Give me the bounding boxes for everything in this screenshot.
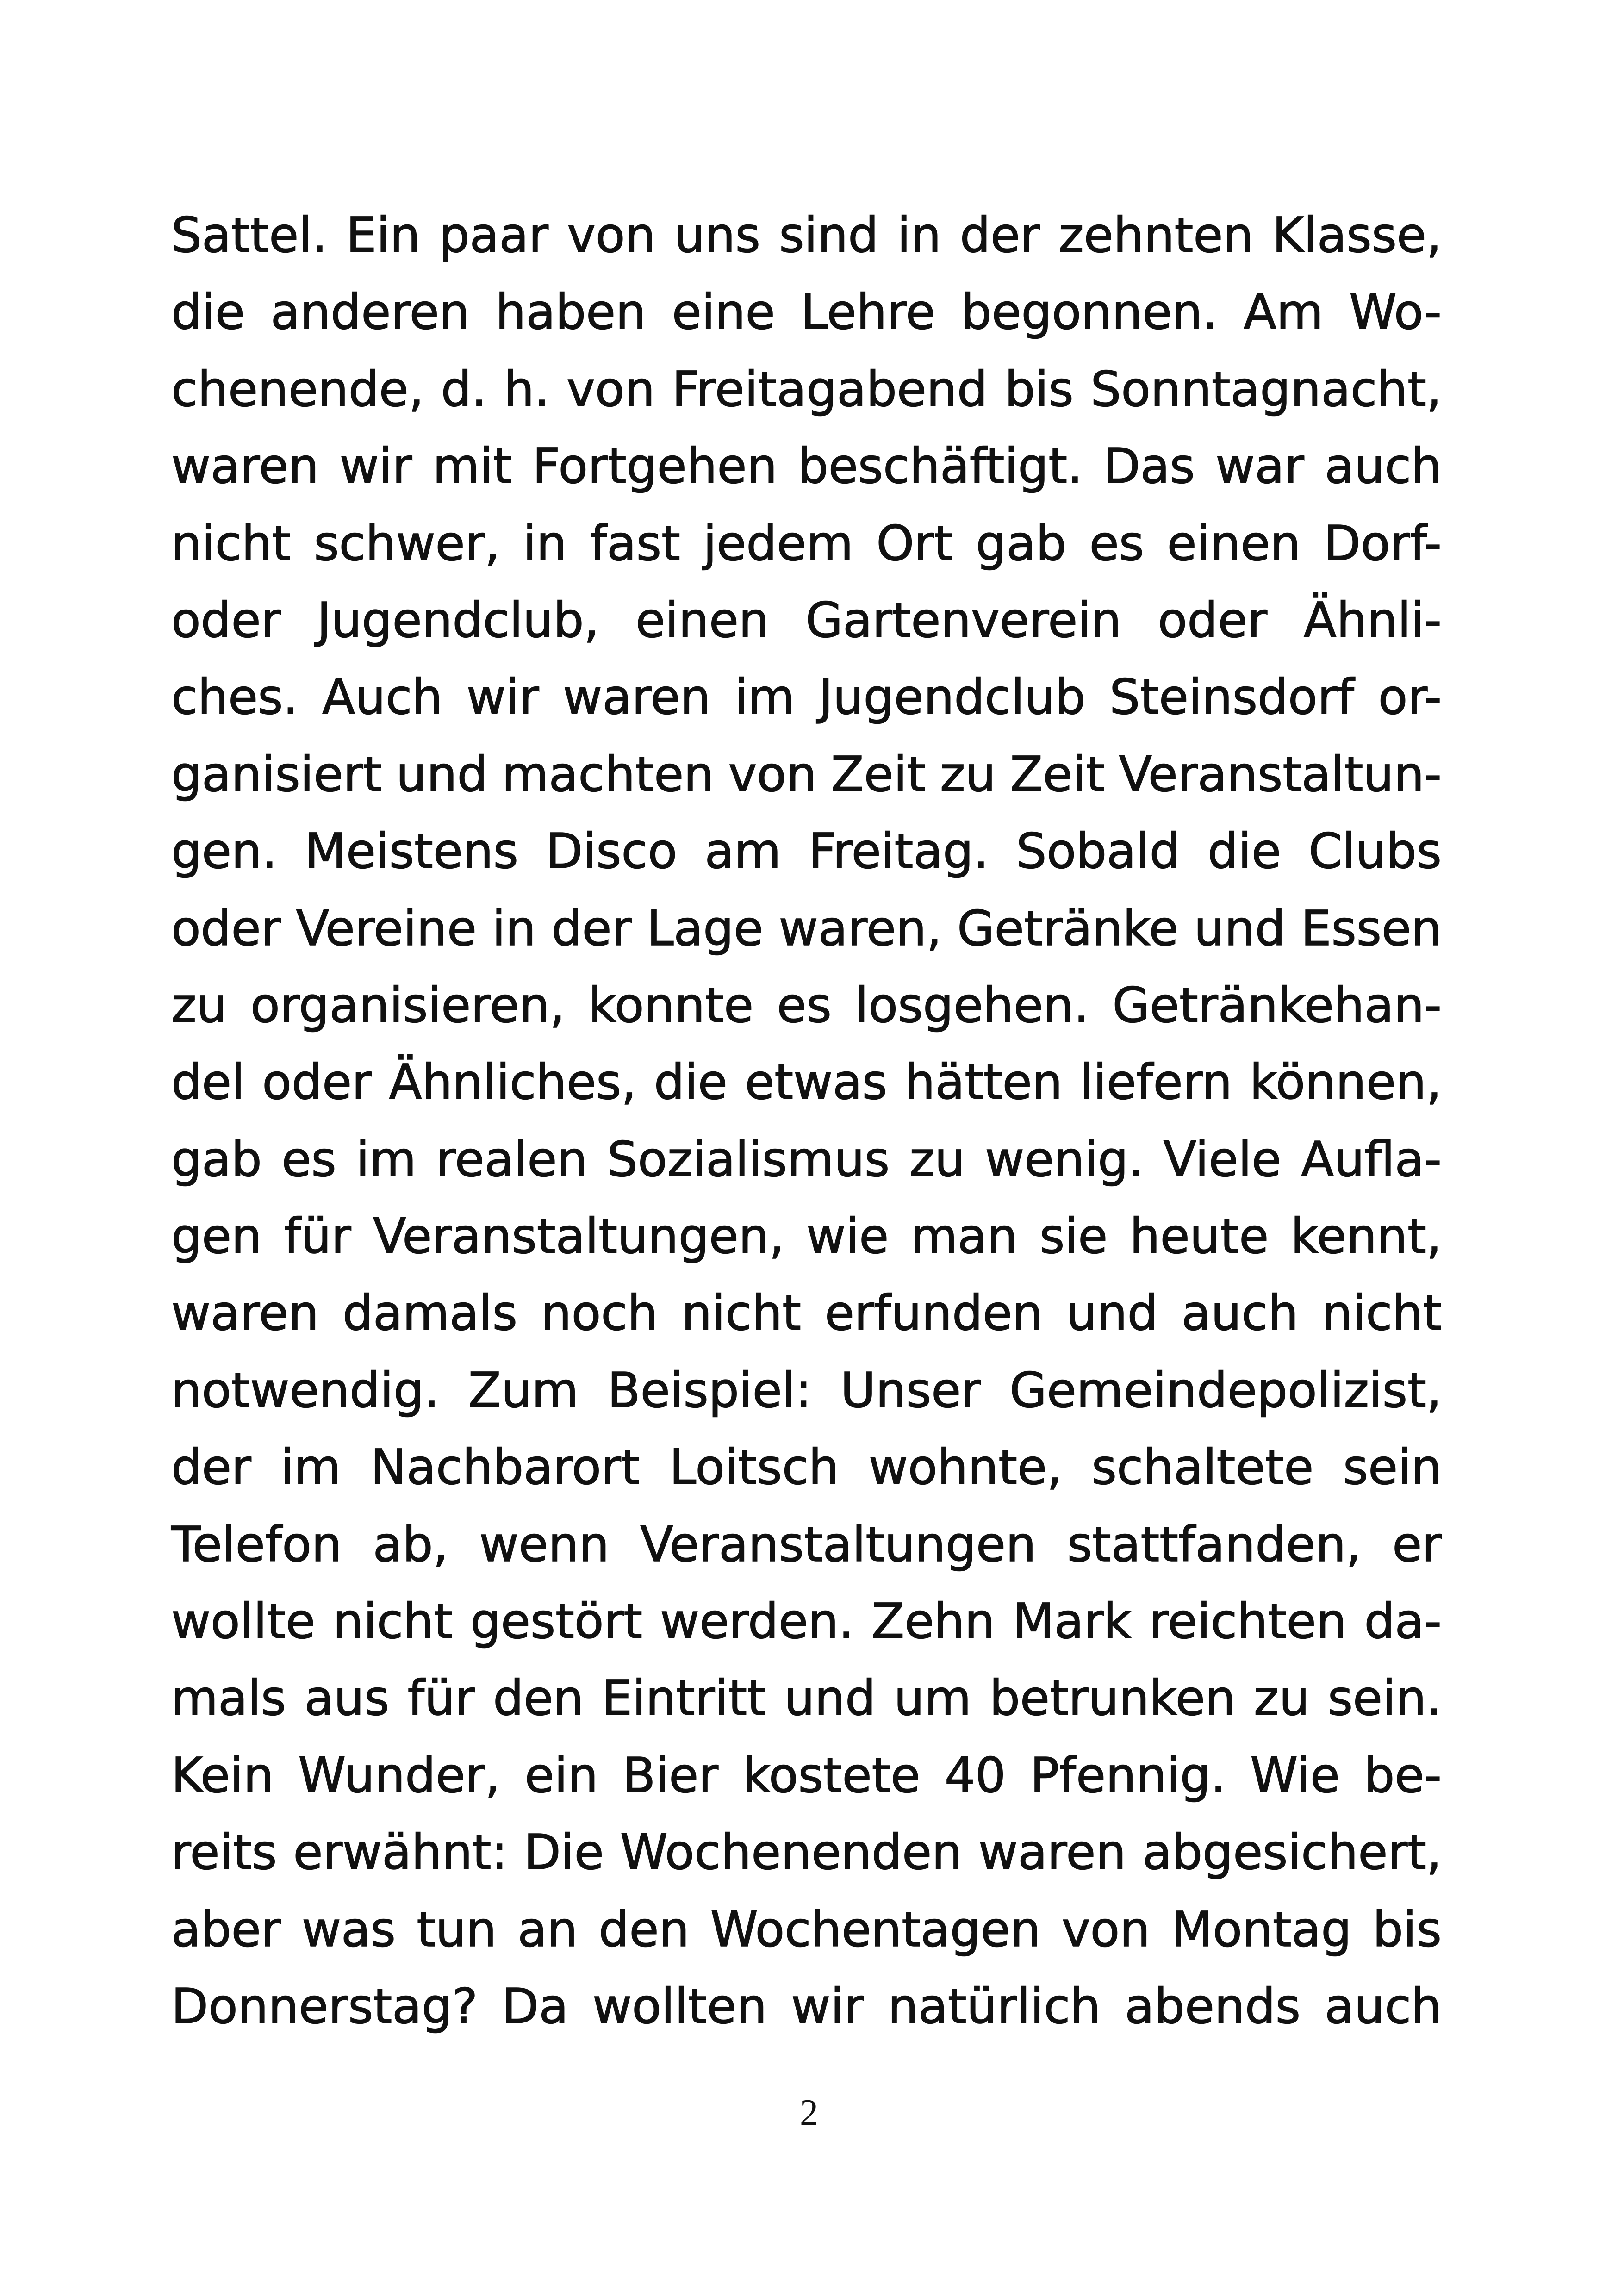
- word: können,: [1249, 1054, 1442, 1111]
- word: auch: [1181, 1285, 1299, 1342]
- word: kennt,: [1290, 1208, 1442, 1265]
- word: nicht: [681, 1285, 802, 1342]
- word: haben: [495, 284, 647, 341]
- text-line: [171, 582, 1442, 659]
- word: noch: [541, 1285, 658, 1342]
- word: h.: [504, 361, 550, 417]
- text-line: [171, 813, 1442, 890]
- word: mit: [432, 438, 512, 495]
- word: ganisiert: [171, 746, 382, 803]
- text-line: [171, 505, 1442, 582]
- word: es: [281, 1131, 336, 1188]
- word: bis: [1372, 1901, 1442, 1958]
- word: in: [523, 515, 567, 572]
- text-line: [171, 659, 1442, 735]
- text-line: [171, 1121, 1442, 1198]
- word: schwer,: [314, 515, 500, 572]
- word: ein: [524, 1747, 598, 1804]
- word: Zeit: [831, 746, 926, 803]
- word: Da: [502, 1978, 569, 2035]
- word: machten: [502, 746, 715, 803]
- word: in: [897, 207, 941, 263]
- word: die: [653, 1054, 728, 1111]
- word: und: [1066, 1285, 1158, 1342]
- word: organisieren,: [250, 977, 565, 1033]
- word: d.: [441, 361, 487, 417]
- text-line: [171, 1737, 1442, 1814]
- text-line: [171, 197, 1442, 274]
- word: uns: [674, 207, 760, 263]
- word: etwas: [745, 1054, 888, 1111]
- word: am: [704, 823, 781, 880]
- word: aber: [171, 1901, 281, 1958]
- word: von: [728, 746, 817, 803]
- word: wir: [466, 669, 539, 726]
- word: Fortgehen: [532, 438, 778, 495]
- word: Getränke: [957, 900, 1179, 957]
- word: Nachbarort: [370, 1439, 640, 1496]
- word: losgehen.: [855, 977, 1089, 1033]
- word: Veranstaltungen: [640, 1516, 1036, 1573]
- text-line: [171, 1660, 1442, 1736]
- word: waren: [563, 669, 711, 726]
- word: der: [551, 900, 632, 957]
- word: Zehn: [871, 1593, 996, 1650]
- word: Donnerstag?: [171, 1978, 478, 2035]
- word: schaltete: [1091, 1439, 1314, 1496]
- word: notwendig.: [171, 1362, 440, 1419]
- word: er: [1392, 1516, 1442, 1573]
- word: wie: [806, 1208, 889, 1265]
- word: Sonntagnacht,: [1090, 361, 1442, 417]
- text-line: [171, 890, 1442, 967]
- word: erwähnt:: [293, 1824, 508, 1881]
- word: Veranstaltungen,: [373, 1208, 784, 1265]
- word: gen.: [171, 823, 277, 880]
- word: es: [1089, 515, 1144, 572]
- word: man: [910, 1208, 1018, 1265]
- word: beschäftigt.: [797, 438, 1083, 495]
- word: fast: [590, 515, 680, 572]
- word: stattfanden,: [1067, 1516, 1362, 1573]
- word: Essen: [1301, 900, 1442, 957]
- word: gab: [171, 1131, 262, 1188]
- word: Sozialismus: [607, 1131, 890, 1188]
- word: zu: [171, 977, 227, 1033]
- word: Meistens: [305, 823, 518, 880]
- word: natürlich: [888, 1978, 1101, 2035]
- text-line: [171, 274, 1442, 350]
- word: Loitsch: [669, 1439, 839, 1496]
- word: wollte: [171, 1593, 316, 1650]
- word: Bier: [622, 1747, 718, 1804]
- word: Dorf-: [1323, 515, 1442, 572]
- word: waren: [171, 1285, 319, 1342]
- word: zu: [1254, 1670, 1310, 1727]
- word: waren: [978, 1824, 1126, 1881]
- word: Lehre: [801, 284, 935, 341]
- word: sein.: [1327, 1670, 1442, 1727]
- word: Unser: [840, 1362, 981, 1419]
- text-line: [171, 736, 1442, 813]
- word: Gartenverein: [805, 591, 1122, 648]
- word: Klasse,: [1272, 207, 1442, 263]
- text-line: [171, 1198, 1442, 1275]
- word: aus: [304, 1670, 390, 1727]
- word: Jugendclub: [819, 669, 1086, 726]
- word: liefern: [1080, 1054, 1232, 1111]
- word: wollten: [592, 1978, 767, 2035]
- word: was: [301, 1901, 396, 1958]
- word: gen: [171, 1208, 262, 1265]
- word: abgesichert,: [1142, 1824, 1442, 1881]
- word: Zum: [468, 1362, 579, 1419]
- word: im: [734, 669, 795, 726]
- word: für: [407, 1670, 475, 1727]
- word: die: [1207, 823, 1282, 880]
- word: del: [171, 1054, 245, 1111]
- word: sein: [1343, 1439, 1442, 1496]
- word: der: [171, 1439, 251, 1496]
- word: Kein: [171, 1747, 274, 1804]
- word: auch: [1325, 438, 1442, 495]
- word: es: [777, 977, 832, 1033]
- word: Freitagabend: [672, 361, 988, 417]
- word: von: [566, 361, 655, 417]
- text-line: [171, 351, 1442, 428]
- word: nicht: [171, 515, 291, 572]
- word: mals: [171, 1670, 286, 1727]
- text-line: [171, 1814, 1442, 1891]
- word: sind: [779, 207, 879, 263]
- word: Freitag.: [808, 823, 989, 880]
- word: war: [1215, 438, 1304, 495]
- word: Montag: [1171, 1901, 1352, 1958]
- word: tun: [417, 1901, 497, 1958]
- word: reits: [171, 1824, 277, 1881]
- word: Disco: [546, 823, 678, 880]
- word: wenn: [479, 1516, 610, 1573]
- word: oder: [171, 900, 281, 957]
- body-text: [171, 197, 1442, 2045]
- word: Pfennig.: [1030, 1747, 1226, 1804]
- word: in: [492, 900, 536, 957]
- word: und: [1194, 900, 1286, 957]
- text-line: [171, 1429, 1442, 1506]
- word: Ähnliches,: [389, 1054, 637, 1111]
- word: gab: [976, 515, 1067, 572]
- word: waren: [171, 438, 319, 495]
- text-line: [171, 1891, 1442, 1968]
- word: zu: [940, 746, 996, 803]
- word: paar: [439, 207, 548, 263]
- word: Veranstaltun-: [1119, 746, 1442, 803]
- word: Wochentagen: [710, 1901, 1041, 1958]
- word: reichten: [1149, 1593, 1347, 1650]
- word: werden.: [660, 1593, 854, 1650]
- word: heute: [1129, 1208, 1269, 1265]
- word: nicht: [333, 1593, 453, 1650]
- word: Die: [523, 1824, 604, 1881]
- word: realen: [436, 1131, 588, 1188]
- word: Mark: [1013, 1593, 1132, 1650]
- word: zu: [909, 1131, 965, 1188]
- word: wohnte,: [868, 1439, 1063, 1496]
- word: Das: [1103, 438, 1195, 495]
- word: wir: [339, 438, 412, 495]
- word: hätten: [904, 1054, 1063, 1111]
- word: um: [894, 1670, 971, 1727]
- word: Ort: [876, 515, 953, 572]
- word: Am: [1243, 284, 1324, 341]
- word: begonnen.: [961, 284, 1218, 341]
- word: ab,: [373, 1516, 448, 1573]
- word: sie: [1039, 1208, 1108, 1265]
- word: Wochenenden: [620, 1824, 963, 1881]
- word: die: [171, 284, 245, 341]
- word: konnte: [588, 977, 754, 1033]
- word: Wunder,: [298, 1747, 501, 1804]
- word: Getränkehan-: [1112, 977, 1442, 1033]
- word: Lage: [647, 900, 764, 957]
- word: den: [493, 1670, 584, 1727]
- text-line: [171, 1352, 1442, 1429]
- text-line: [171, 1044, 1442, 1120]
- word: Wo-: [1349, 284, 1442, 341]
- word: Ein: [346, 207, 421, 263]
- word: Eintritt: [602, 1670, 766, 1727]
- word: erfunden: [824, 1285, 1043, 1342]
- word: Beispiel:: [607, 1362, 812, 1419]
- word: für: [284, 1208, 351, 1265]
- text-line: [171, 1275, 1442, 1351]
- word: gestört: [470, 1593, 643, 1650]
- word: kostete: [742, 1747, 921, 1804]
- word: von: [567, 207, 656, 263]
- word: Wie: [1250, 1747, 1340, 1804]
- word: 40: [944, 1747, 1006, 1804]
- word: und: [784, 1670, 876, 1727]
- word: Zeit: [1010, 746, 1105, 803]
- word: abends: [1125, 1978, 1301, 2035]
- word: jedem: [703, 515, 853, 572]
- word: wir: [791, 1978, 864, 2035]
- word: einen: [635, 591, 769, 648]
- word: damals: [342, 1285, 517, 1342]
- word: Steinsdorf: [1109, 669, 1355, 726]
- word: bis: [1004, 361, 1074, 417]
- word: Gemeindepolizist,: [1009, 1362, 1442, 1419]
- page-number: 2: [800, 2092, 818, 2133]
- text-line: [171, 1968, 1442, 2045]
- word: Ähnli-: [1303, 591, 1442, 648]
- word: zehnten: [1058, 207, 1254, 263]
- word: von: [1062, 1901, 1151, 1958]
- word: Auch: [322, 669, 443, 726]
- word: Sattel.: [171, 207, 328, 263]
- word: Aufla-: [1301, 1131, 1442, 1188]
- word: im: [280, 1439, 341, 1496]
- word: wenig.: [985, 1131, 1144, 1188]
- word: auch: [1325, 1978, 1442, 2035]
- word: da-: [1364, 1593, 1442, 1650]
- text-line: [171, 1506, 1442, 1583]
- word: an: [517, 1901, 578, 1958]
- word: Viele: [1163, 1131, 1282, 1188]
- text-line: [171, 967, 1442, 1044]
- word: im: [356, 1131, 417, 1188]
- word: waren,: [778, 900, 942, 957]
- word: be-: [1364, 1747, 1442, 1804]
- word: ches.: [171, 669, 299, 726]
- word: Jugendclub,: [317, 591, 599, 648]
- word: anderen: [270, 284, 470, 341]
- word: eine: [672, 284, 775, 341]
- word: einen: [1167, 515, 1301, 572]
- word: Sobald: [1016, 823, 1180, 880]
- word: Vereine: [296, 900, 477, 957]
- word: nicht: [1322, 1285, 1442, 1342]
- word: chenende,: [171, 361, 424, 417]
- word: oder: [1157, 591, 1268, 648]
- word: und: [396, 746, 488, 803]
- text-line: [171, 428, 1442, 504]
- word: oder: [171, 591, 281, 648]
- word: der: [960, 207, 1040, 263]
- word: betrunken: [989, 1670, 1236, 1727]
- word: Clubs: [1308, 823, 1442, 880]
- word: den: [598, 1901, 690, 1958]
- word: Telefon: [171, 1516, 342, 1573]
- word: or-: [1378, 669, 1442, 726]
- text-line: [171, 1583, 1442, 1660]
- word: oder: [262, 1054, 372, 1111]
